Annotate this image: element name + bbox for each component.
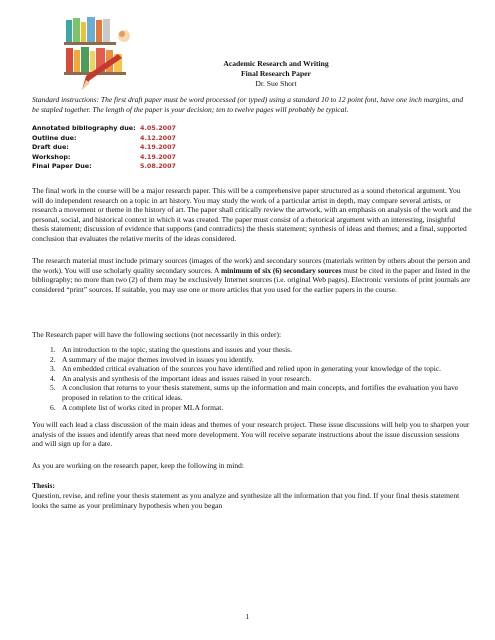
list-item-text: A summary of the major themes involved in issues you identify. <box>62 354 254 364</box>
due-date-value: 4.19.2007 <box>140 152 176 161</box>
due-date-row <box>32 162 272 172</box>
due-date-row <box>32 143 272 153</box>
due-date-row <box>32 134 272 144</box>
list-item-number: 6. <box>50 402 56 412</box>
list-item-number: 1. <box>50 345 56 354</box>
list-item-number: 5. <box>50 383 56 393</box>
thesis-heading: Thesis: <box>32 481 55 490</box>
document-title: Academic Research and Writing <box>223 59 329 68</box>
list-item <box>50 383 470 402</box>
page-number: 1 <box>245 612 250 621</box>
paragraph-overview: The final work in the course will be a major research paper. This will be a comprehensive paper structured as a sound rhetorical argument. You will do independent research on a topic in art history. You may study the work of a particular artist in depth, may compare several artists, or research a movement or theme in the history of art. The paper shall critically review the artwork, with an emphasis on analysis of the work and the personal, social, and historical context in which it was created. The paper must consist of a rhetorical argument with an interesting, insightful thesis statement; discussion of evidence that supports (and contradicts) the thesis statement; synthesis of ideas and themes; and a final, supported conclusion that evaluates the relative merits of the ideas considered. <box>32 186 472 243</box>
due-date-value: 5.08.2007 <box>140 162 176 170</box>
paragraph-discussion: You will each lead a class discussion of the main ideas and themes of your research project. These issue discussions will help you to sharpen your analysis of the issues and identify areas that need more development. You will receive separate instructions about the issue discussion sessions and will sign up for a date. <box>32 420 470 449</box>
paragraph-sources-text: The research material must include primary sources (images of the work) and secondary sources (materials written by others about the person and the work). You will use scholarly quality secondary sources. A <box>32 256 470 275</box>
list-item <box>50 403 470 413</box>
paragraph-sources-text: must be cited in the paper and listed in the bibliography; no more than two (2) of them may be exclusively Internet sources (i.e. original Web pages). Electronic versions of print journals are considered “print” sources. If suitable, you may use one or more articles that you used for the earlier papers in the course. <box>32 265 471 294</box>
list-item <box>50 364 470 374</box>
sections-list <box>50 345 470 412</box>
list-item-number: 2. <box>50 354 56 364</box>
list-item-text: An embedded critical evaluation of the sources you have identified and relied upon in generating your knowledge of the topic. <box>62 364 442 374</box>
due-date-label: Annotated bibliography due: <box>32 124 136 132</box>
due-date-value: 4.05.2007 <box>140 124 176 132</box>
due-date-label: Draft due: <box>32 143 69 151</box>
list-item-text: A complete list of works cited in proper MLA format. <box>62 402 224 412</box>
list-item-text: An introduction to the topic, stating the questions and issues and your thesis. <box>62 345 292 354</box>
list-item <box>50 374 470 384</box>
paragraph-sections-intro: The Research paper will have the following sections (not necessarily in this order): <box>32 330 282 339</box>
list-item-text: A conclusion that returns to your thesis statement, sums up the information and main concepts, and fortifies the evaluation you have proposed in relation to the critical ideas. <box>62 383 459 402</box>
books-illustration-icon <box>62 14 136 92</box>
paragraph-sources <box>32 256 472 294</box>
due-date-row <box>32 153 272 163</box>
list-item <box>50 355 470 365</box>
document-subtitle: Final Research Paper <box>241 69 311 78</box>
list-item-text: An analysis and synthesis of the important ideas and issues raised in your research. <box>62 373 312 383</box>
list-item-number: 4. <box>50 373 56 383</box>
minimum-sources-emphasis: minimum of six (6) secondary sources <box>220 265 342 275</box>
due-date-label: Final Paper Due: <box>32 162 92 170</box>
document-header <box>150 59 402 89</box>
due-date-label: Outline due: <box>32 133 77 142</box>
list-item-number: 3. <box>50 364 56 374</box>
due-date-row <box>32 124 272 134</box>
due-date-value: 4.12.2007 <box>140 133 176 142</box>
due-date-value: 4.19.2007 <box>140 143 176 151</box>
list-item <box>50 345 470 355</box>
document-author: Dr. Sue Short <box>255 79 297 88</box>
due-dates-list <box>32 124 272 172</box>
standard-instructions: Standard instructions: The first draft paper must be word processed (or typed) using a standard 10 to 12 point font, have one inch margins, and be stapled together. The length of the paper is your decision; ten to twelve pages will probably be typical. <box>32 95 464 114</box>
paragraph-thesis: Question, revise, and refine your thesis statement as you analyze and synthesize all the information that you find. If your final thesis statement looks the same as your preliminary hypothesis when you began <box>32 491 460 510</box>
paragraph-keep-in-mind: As you are working on the research paper, keep the following in mind: <box>32 461 244 470</box>
due-date-label: Workshop: <box>32 152 71 161</box>
